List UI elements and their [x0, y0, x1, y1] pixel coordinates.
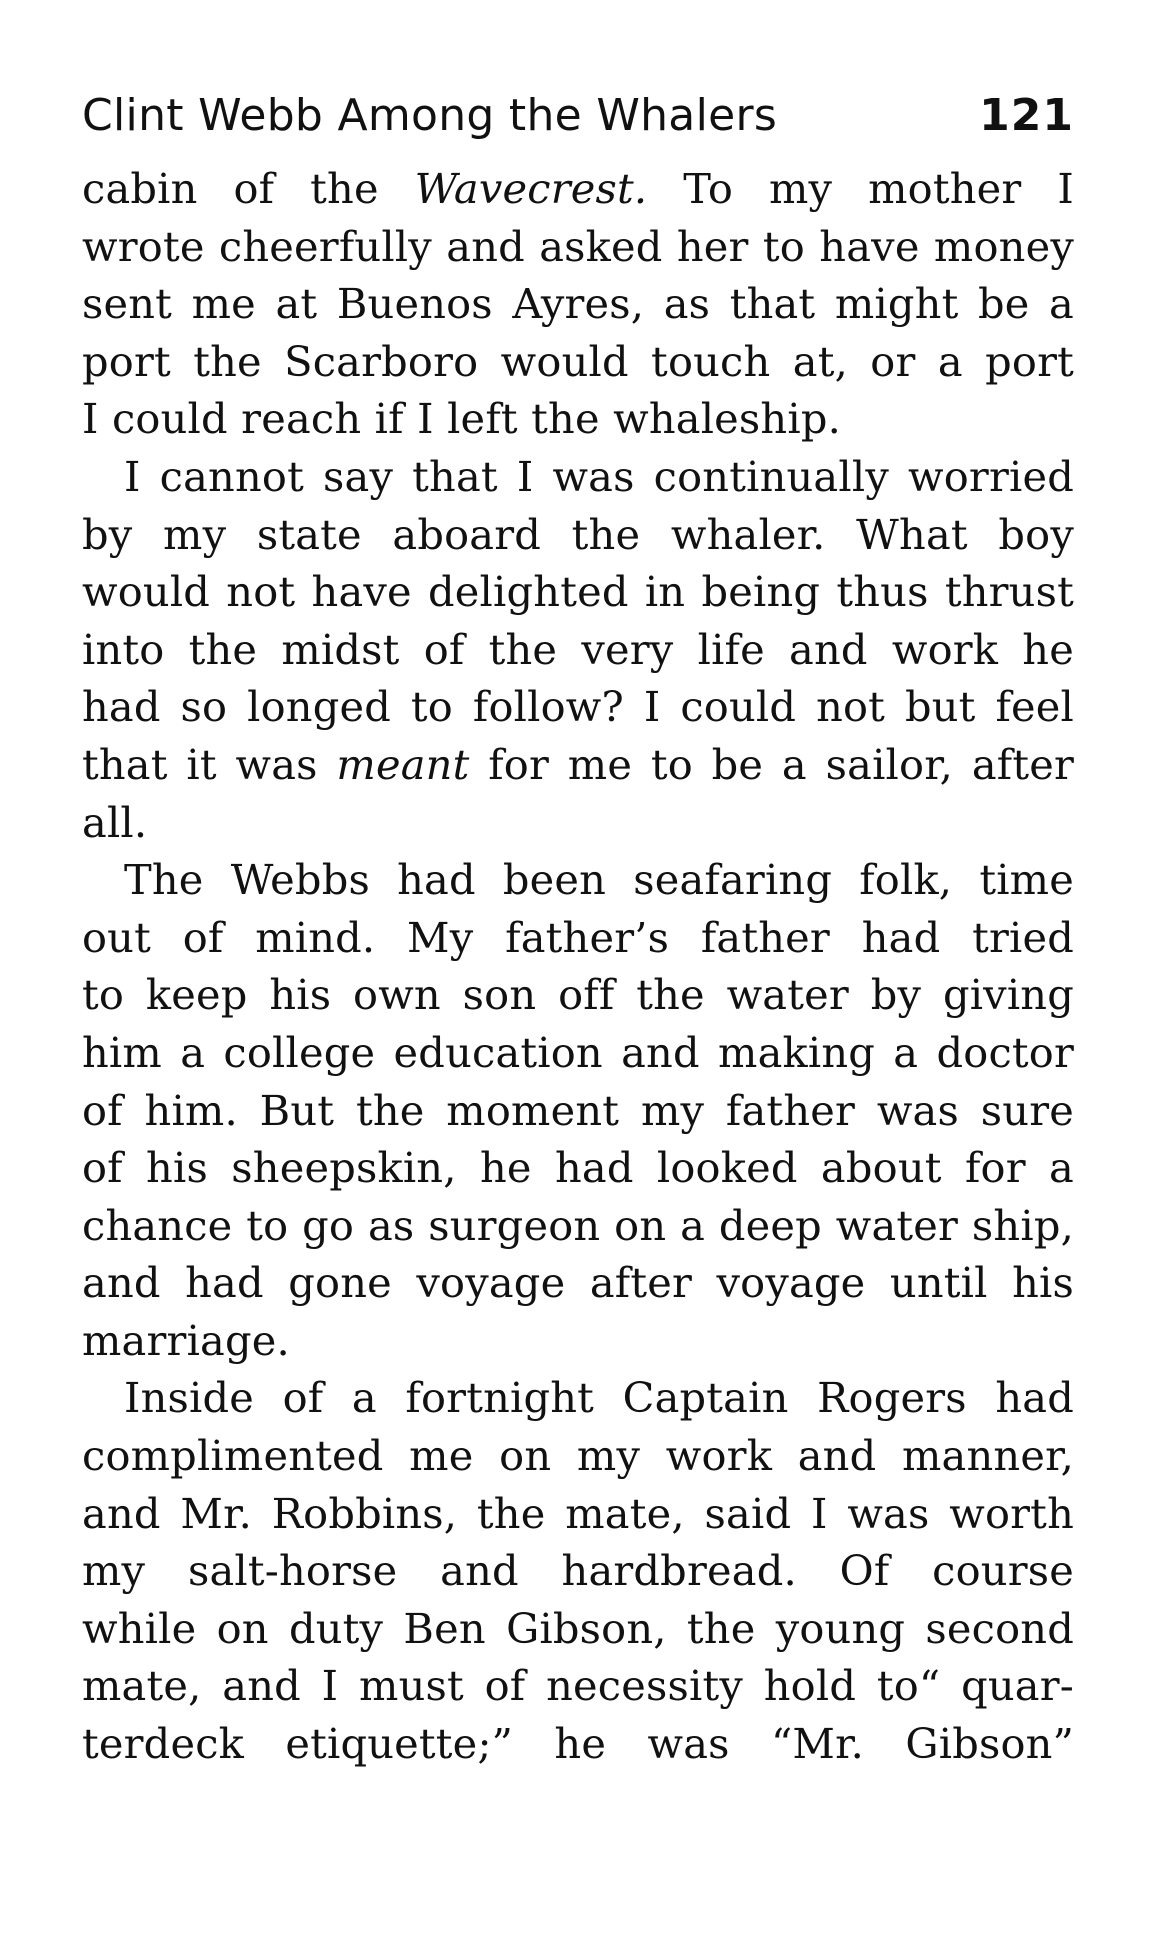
text-line: cabin of the Wavecrest. To my mother I — [82, 164, 1074, 213]
text-line: of him. But the moment my father was sure — [82, 1085, 1074, 1135]
text-line: would not have delighted in being thus thrust — [82, 567, 1074, 617]
text-line: I cannot say that I was continually worried — [124, 451, 1074, 501]
text-line: Inside of a fortnight Captain Rogers had — [124, 1373, 1074, 1423]
running-head — [82, 80, 1074, 152]
italic-ship-name: Wavecrest. — [414, 164, 648, 213]
text-line: I could reach if I left the whaleship. — [82, 394, 841, 444]
text-line: chance to go as surgeon on a deep water ship, — [82, 1200, 1074, 1250]
text-line: to keep his own son off the water by giving — [82, 970, 1074, 1020]
text-line: that it was meant for me to be a sailor, after — [82, 739, 1074, 789]
body-text — [82, 160, 1074, 1773]
text-line: of his sheepskin, he had looked about for a — [82, 1143, 1074, 1193]
text-line: port the Scarboro would touch at, or a port — [82, 336, 1074, 386]
text-line: by my state aboard the whaler. What boy — [82, 509, 1074, 559]
text-line: out of mind. My father’s father had tried — [82, 912, 1074, 962]
italic-emphasis: meant — [336, 739, 470, 789]
text-line: sent me at Buenos Ayres, as that might be a — [82, 279, 1074, 329]
page-number: 121 — [979, 90, 1074, 141]
text-line: him a college education and making a doctor — [82, 1027, 1074, 1077]
text-line: my salt-horse and hardbread. Of course — [82, 1546, 1074, 1596]
text-line: wrote cheerfully and asked her to have money — [82, 221, 1074, 271]
text-line: all. — [82, 797, 148, 847]
text-line: The Webbs had been seafaring folk, time — [124, 855, 1074, 905]
text-line: and had gone voyage after voyage until his — [82, 1258, 1074, 1308]
text-line: complimented me on my work and manner, — [82, 1431, 1074, 1481]
text-line: and Mr. Robbins, the mate, said I was worth — [82, 1488, 1074, 1538]
running-title: Clint Webb Among the Whalers — [82, 90, 778, 141]
text-line: into the midst of the very life and work he — [82, 624, 1074, 674]
text-line: had so longed to follow? I could not but feel — [82, 682, 1074, 732]
text-line: terdeck etiquette;” he was “Mr. Gibson” — [82, 1719, 1074, 1769]
book-page — [82, 80, 1074, 1773]
text-line: mate, and I must of necessity hold to“ quar- — [82, 1661, 1074, 1711]
text-line: while on duty Ben Gibson, the young second — [82, 1603, 1074, 1653]
text-line: marriage. — [82, 1315, 290, 1365]
